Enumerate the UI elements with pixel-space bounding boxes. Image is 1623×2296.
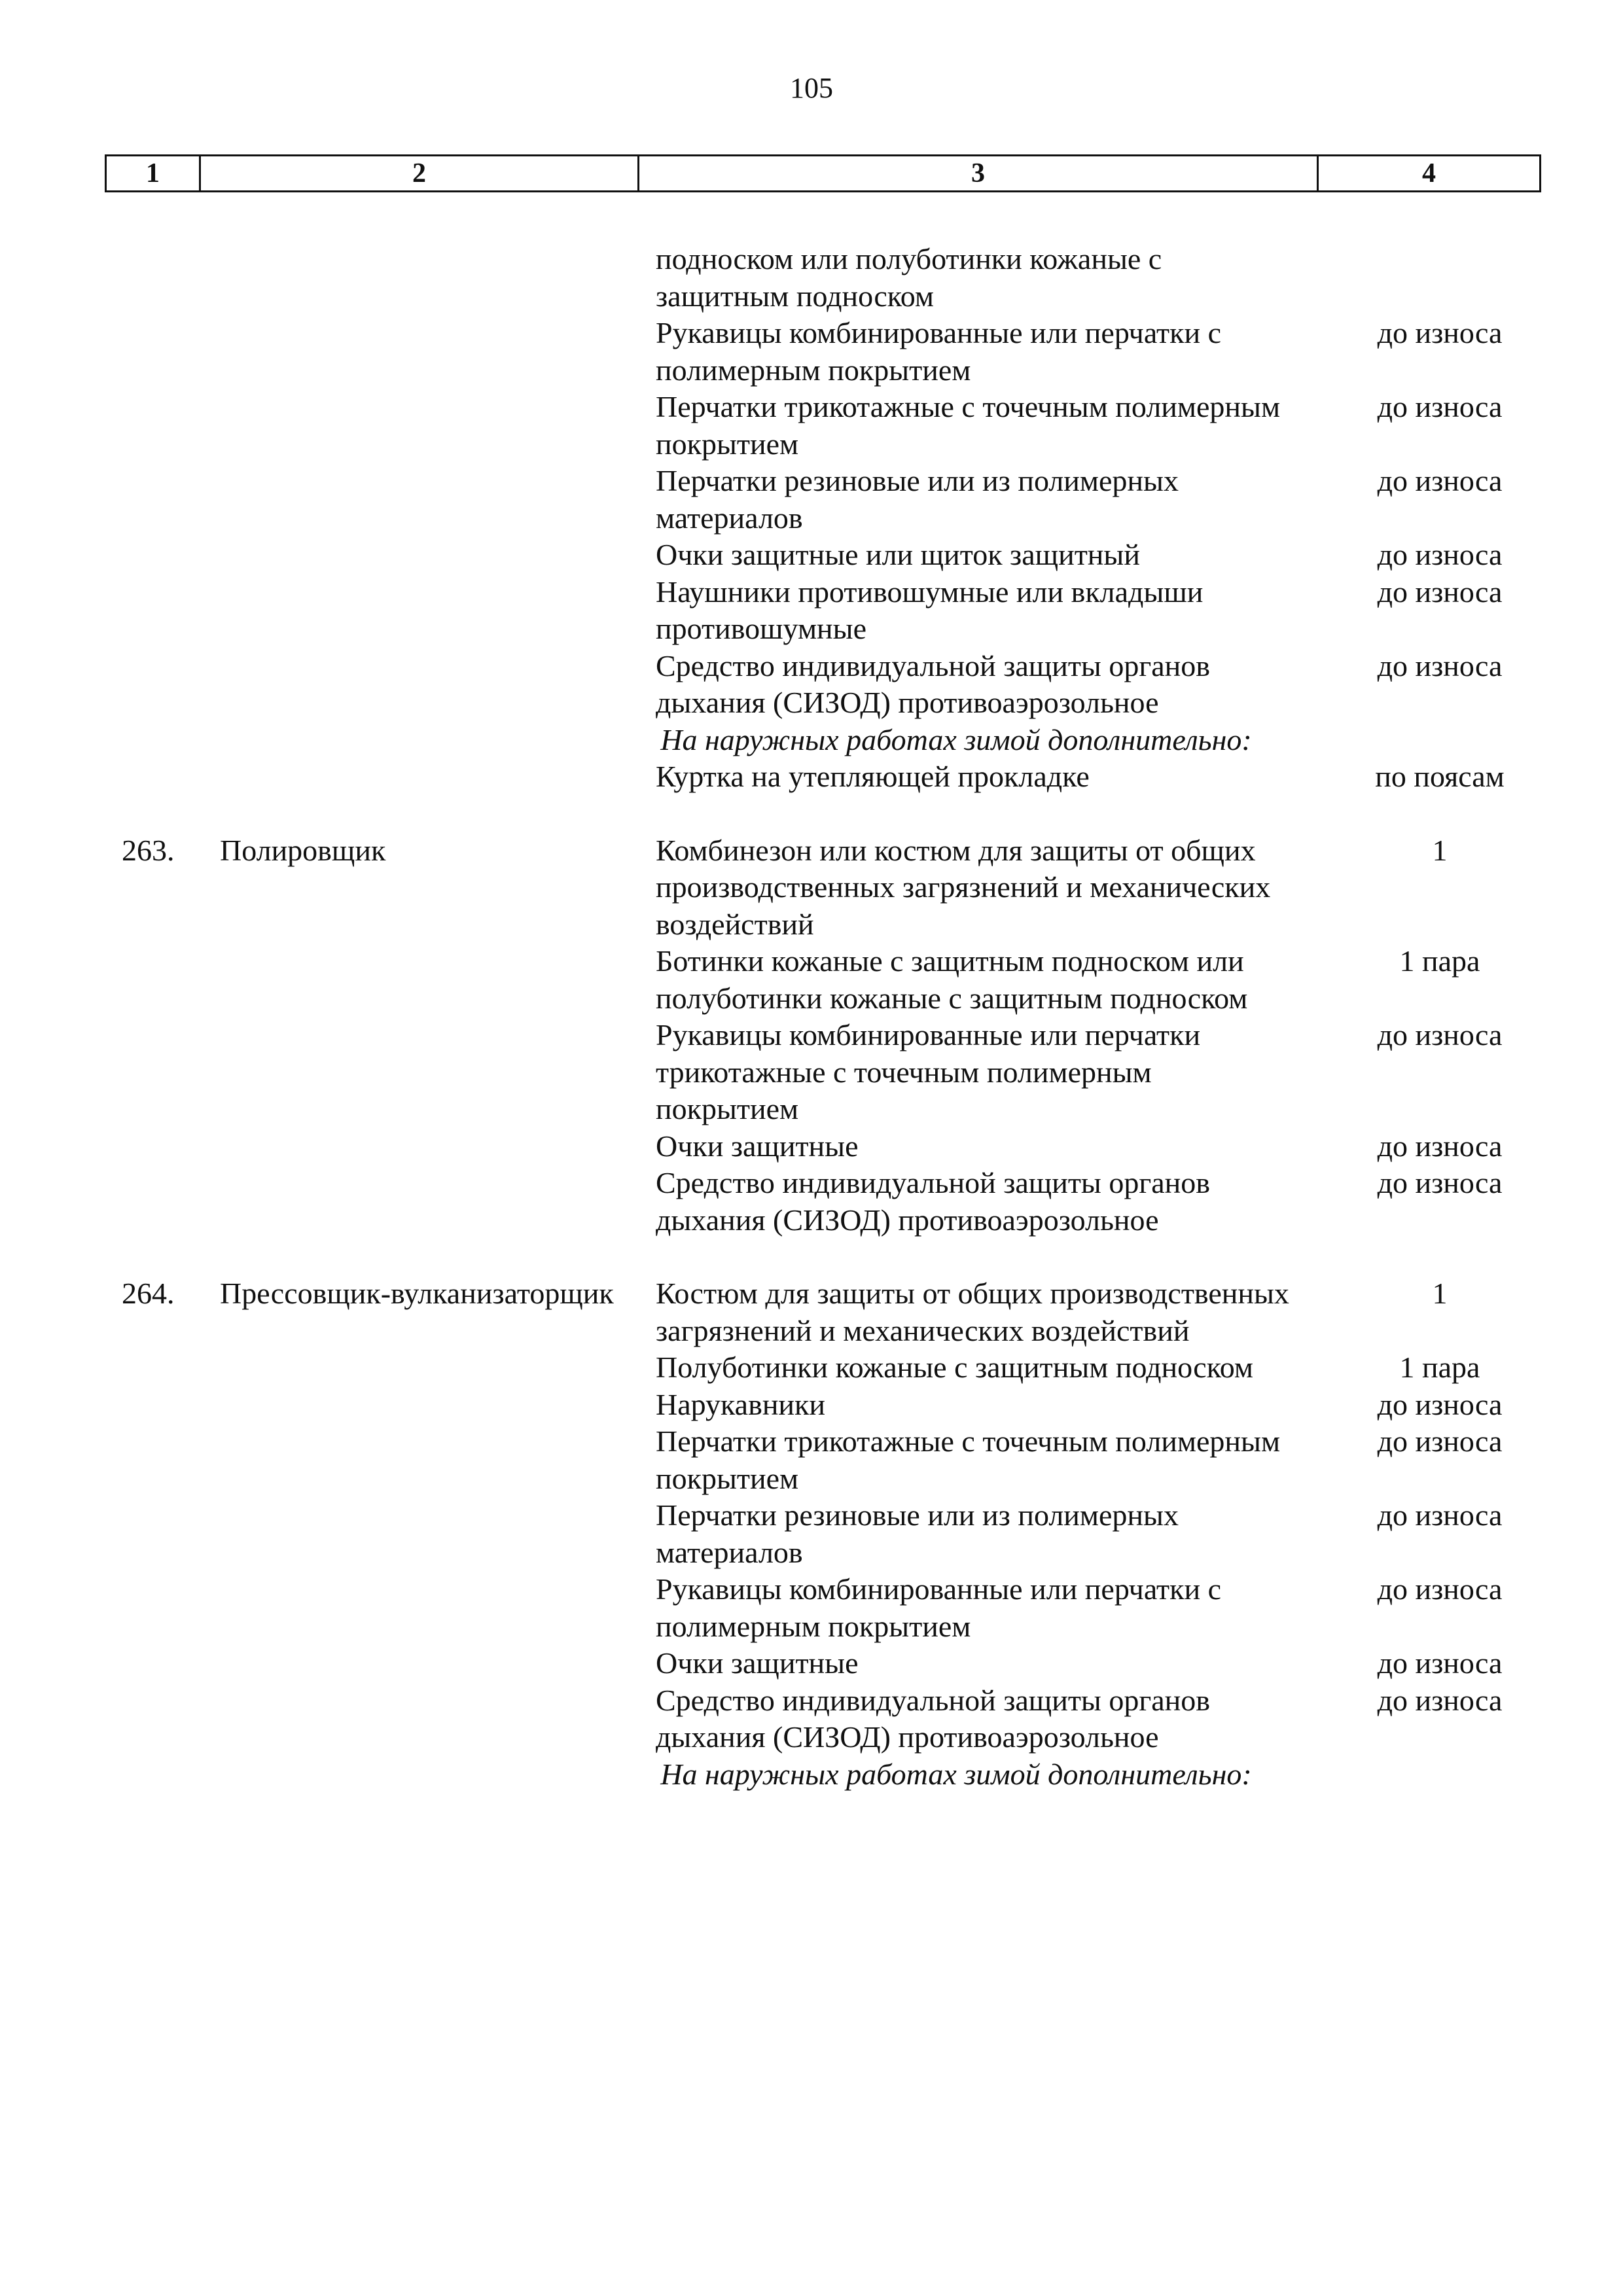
column-header-cell: 1	[106, 156, 200, 192]
column-header-table	[105, 154, 1541, 192]
column-header-cell: 2	[200, 156, 639, 192]
ppe-item-name: Нарукавники	[656, 1387, 826, 1421]
ppe-item-norm: до износа	[1377, 574, 1503, 609]
ppe-item-name: Полуботинки кожаные с защитным подноском	[656, 1351, 1253, 1384]
ppe-item-norm: до износа	[1377, 1646, 1503, 1680]
ppe-item-norm: до износа	[1377, 1018, 1503, 1051]
section-number: 264.	[122, 1277, 175, 1310]
ppe-item-norm: до износа	[1377, 1572, 1503, 1606]
ppe-item-name: Комбинезон или костюм для защиты от общих производственных загрязнений и механических воздействий	[656, 833, 1271, 941]
ppe-item-norm: до износа	[1377, 316, 1503, 349]
ppe-item-name: Средство индивидуальной защиты органов дыхания (СИЗОД) противоаэрозольное	[656, 1166, 1210, 1237]
ppe-item-norm: до износа	[1377, 1683, 1503, 1717]
ppe-item-name: Рукавицы комбинированные или перчатки с полимерным покрытием	[656, 1572, 1222, 1643]
ppe-item-name: Перчатки резиновые или из полимерных материалов	[656, 1498, 1179, 1569]
occupation-section	[0, 1275, 1623, 1793]
ppe-items	[656, 241, 1518, 796]
ppe-item-norm: 1 пара	[1399, 944, 1480, 978]
ppe-item-name: Костюм для защиты от общих производственных загрязнений и механических воздействий	[656, 1277, 1289, 1347]
ppe-item-name: Средство индивидуальной защиты органов дыхания (СИЗОД) противоаэрозольное	[656, 1683, 1210, 1754]
ppe-item-norm: до износа	[1377, 1129, 1503, 1163]
ppe-norms-list	[0, 241, 1623, 1793]
occupation-section	[0, 241, 1623, 796]
ppe-item-norm: до износа	[1377, 538, 1503, 571]
column-header-cell: 4	[1318, 156, 1541, 192]
ppe-item-name: Наушники противошумные или вкладыши противошумные	[656, 574, 1204, 645]
ppe-item-norm: до износа	[1377, 1424, 1503, 1458]
column-header-row	[106, 156, 1541, 192]
occupation-name: Полировщик	[220, 833, 386, 867]
ppe-item-name: Перчатки трикотажные с точечным полимерным покрытием	[656, 1424, 1281, 1495]
ppe-item-name: Рукавицы комбинированные или перчатки с полимерным покрытием	[656, 316, 1222, 387]
ppe-item-norm: до износа	[1377, 1387, 1503, 1421]
ppe-item-name: Очки защитные	[656, 1129, 859, 1163]
occupation-name: Прессовщик-вулканизаторщик	[220, 1277, 614, 1310]
ppe-item-norm: по поясам	[1375, 760, 1505, 793]
ppe-item-norm: 1	[1432, 1277, 1448, 1310]
page-number: 105	[790, 72, 833, 104]
ppe-item-name: подноском или полуботинки кожаные с защитным подноском	[656, 242, 1162, 313]
ppe-item-norm: 1 пара	[1399, 1351, 1480, 1384]
ppe-item-name: Перчатки резиновые или из полимерных материалов	[656, 464, 1179, 535]
ppe-item-norm: до износа	[1377, 390, 1503, 423]
ppe-items	[656, 832, 1518, 1239]
ppe-item-name: Перчатки трикотажные с точечным полимерным покрытием	[656, 390, 1281, 461]
ppe-item-name: Средство индивидуальной защиты органов дыхания (СИЗОД) противоаэрозольное	[656, 648, 1210, 719]
ppe-item-name: Куртка на утепляющей прокладке	[656, 760, 1090, 793]
ppe-item-norm	[1335, 241, 1518, 315]
section-number: 263.	[122, 833, 175, 867]
ppe-items	[656, 1275, 1518, 1793]
ppe-item-norm: до износа	[1377, 648, 1503, 682]
occupation-name	[0, 241, 652, 796]
section-note: На наружных работах зимой дополнительно:	[660, 722, 1252, 756]
ppe-item-name: Рукавицы комбинированные или перчатки трикотажные с точечным полимерным покрытием	[656, 1018, 1201, 1125]
ppe-item-name: Ботинки кожаные с защитным подноском или полуботинки кожаные с защитным подноском	[656, 944, 1248, 1015]
ppe-item-norm: до износа	[1377, 464, 1503, 497]
ppe-item-norm: до износа	[1377, 1498, 1503, 1532]
ppe-item-name: Очки защитные или щиток защитный	[656, 538, 1140, 571]
column-header-cell: 3	[639, 156, 1318, 192]
section-note: На наружных работах зимой дополнительно:	[660, 1757, 1252, 1791]
ppe-item-norm: до износа	[1377, 1166, 1503, 1199]
ppe-item-norm: 1	[1432, 833, 1448, 867]
ppe-item-name: Очки защитные	[656, 1646, 859, 1680]
occupation-section	[0, 832, 1623, 1239]
